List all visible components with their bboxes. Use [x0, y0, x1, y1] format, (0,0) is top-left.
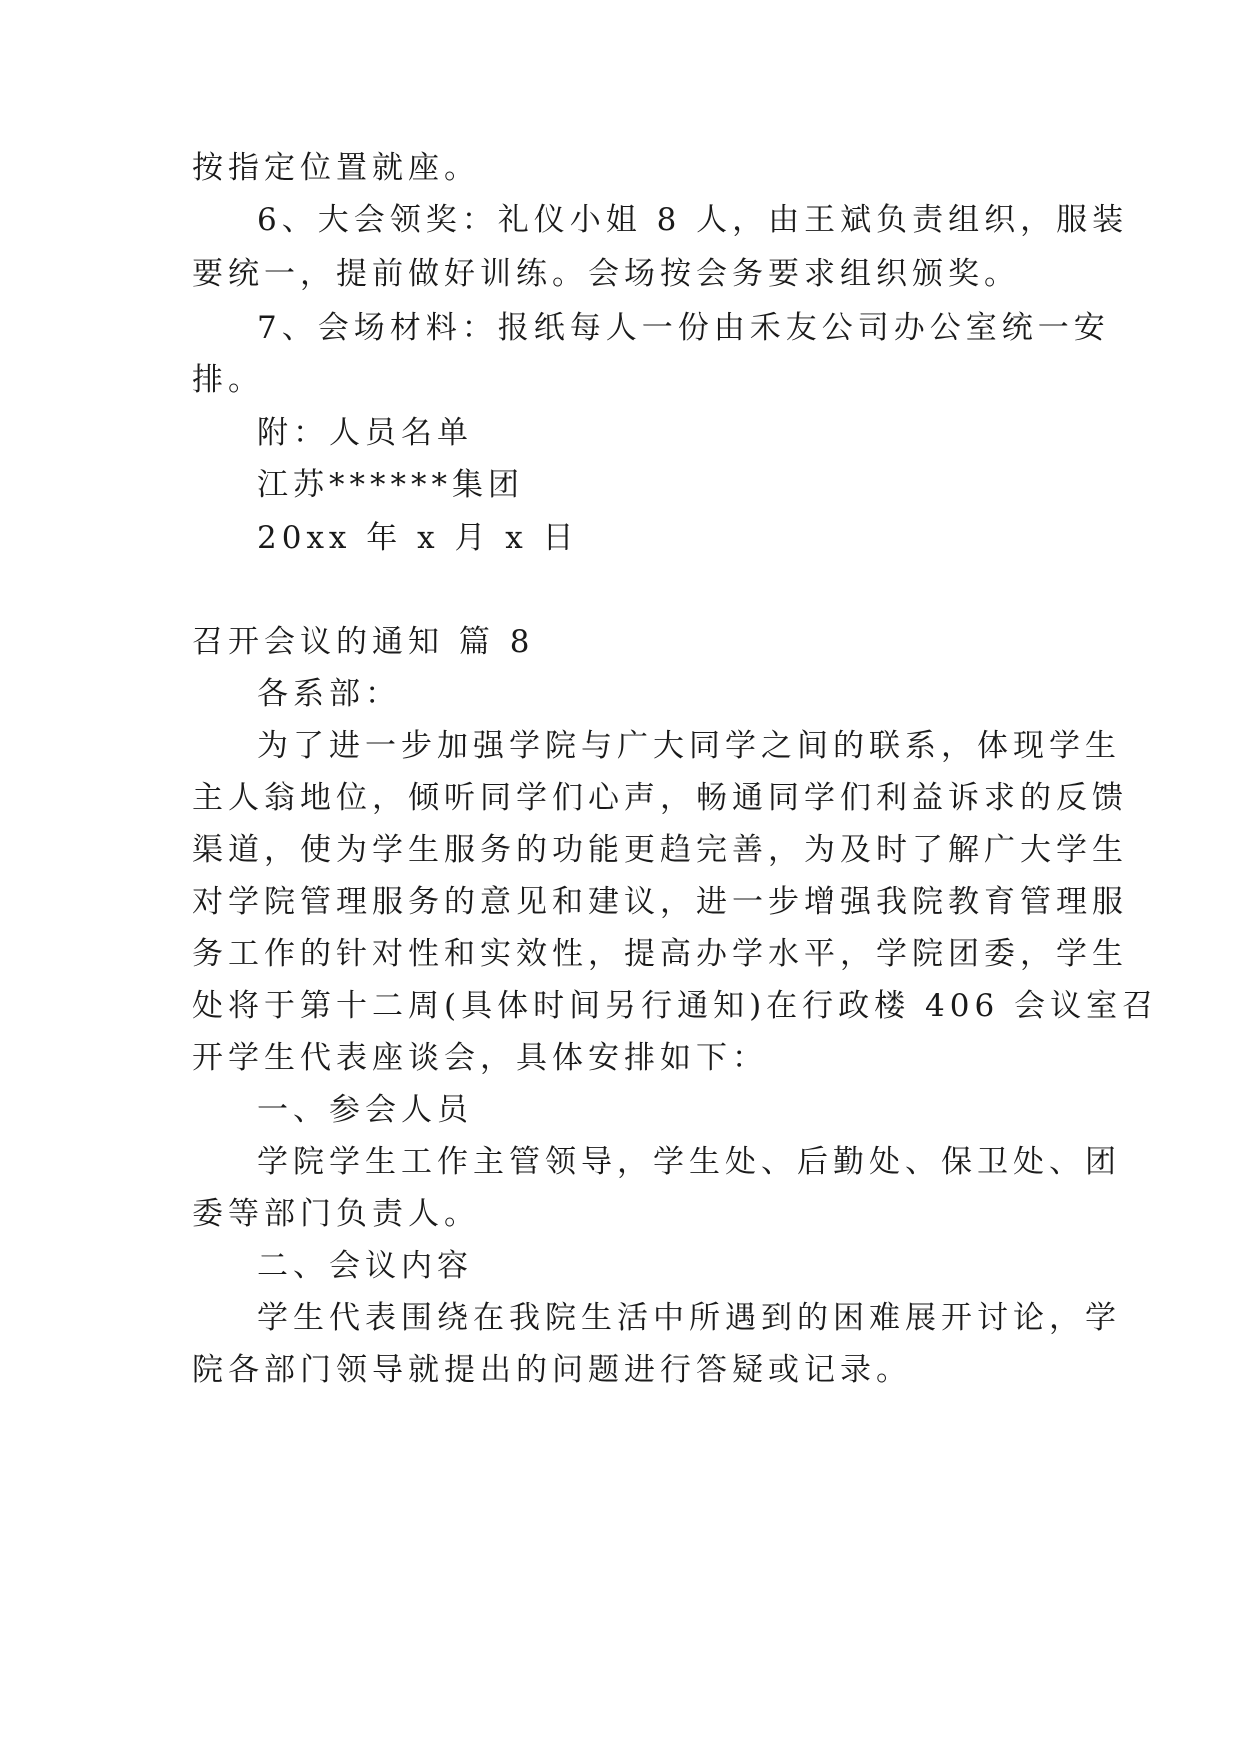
paragraph-line: 学生代表围绕在我院生活中所遇到的困难展开讨论，学: [257, 1300, 1121, 1336]
text-line: 按指定位置就座。: [192, 150, 480, 186]
section-heading: 召开会议的通知 篇 8: [192, 624, 535, 660]
paragraph-line: 主人翁地位，倾听同学们心声，畅通同学们利益诉求的反馈: [192, 780, 1128, 816]
salutation: 各系部：: [257, 676, 401, 712]
paragraph-line: 委等部门负责人。: [192, 1196, 480, 1232]
paragraph-line: 对学院管理服务的意见和建议，进一步增强我院教育管理服: [192, 884, 1128, 920]
item-heading: 一、参会人员: [257, 1092, 473, 1128]
attachment-label: 附：人员名单: [257, 415, 473, 451]
paragraph-line: 渠道，使为学生服务的功能更趋完善，为及时了解广大学生: [192, 832, 1128, 868]
text-line: 7、会场材料：报纸每人一份由禾友公司办公室统一安: [257, 310, 1110, 346]
paragraph-line: 开学生代表座谈会，具体安排如下：: [192, 1040, 768, 1076]
paragraph-line: 为了进一步加强学院与广大同学之间的联系，体现学生: [257, 728, 1121, 764]
item-heading: 二、会议内容: [257, 1248, 473, 1284]
paragraph-line: 学院学生工作主管领导，学生处、后勤处、保卫处、团: [257, 1144, 1121, 1180]
paragraph-line: 处将于第十二周(具体时间另行通知)在行政楼 406 会议室召: [192, 988, 1159, 1024]
paragraph-line: 务工作的针对性和实效性，提高办学水平，学院团委，学生: [192, 936, 1128, 972]
organization-signature: 江苏******集团: [257, 467, 524, 503]
paragraph-line: 院各部门领导就提出的问题进行答疑或记录。: [192, 1352, 912, 1388]
text-line: 要统一，提前做好训练。会场按会务要求组织颁奖。: [192, 256, 1020, 292]
document-date: 20xx 年 x 月 x 日: [257, 520, 579, 556]
text-line: 排。: [192, 362, 264, 398]
text-line: 6、大会领奖：礼仪小姐 8 人，由王斌负责组织，服装: [257, 202, 1129, 238]
